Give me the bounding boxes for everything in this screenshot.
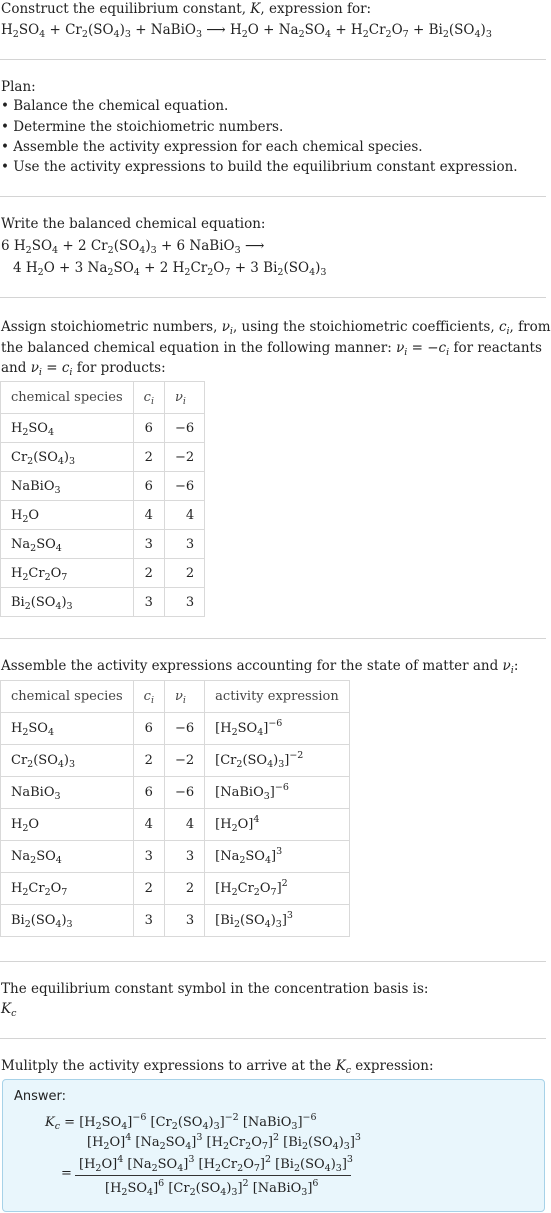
- activity-expression-cell: $[H_2O]^4$: [205, 809, 350, 841]
- nu-header: $\nu_i$: [164, 681, 204, 713]
- table-row: [1, 713, 350, 745]
- table-row: [1, 443, 205, 472]
- species-cell: $Na_2SO_4$: [1, 530, 134, 559]
- divider: [0, 1038, 546, 1039]
- table-row: [1, 588, 205, 617]
- activity-table: [0, 680, 350, 937]
- c-header: $c_i$: [133, 681, 164, 713]
- species-cell: $Cr_2(SO_4)_3$: [1, 443, 134, 472]
- equals-sign: =: [61, 1166, 72, 1181]
- plan-step: • Assemble the activity expression for each chemical species.: [1, 139, 423, 155]
- k-symbol: K: [250, 1, 261, 17]
- c-cell: 6: [133, 414, 164, 443]
- intro-reaction: $H_2SO_4 + Cr_2(SO_4)_3$ + NaBiO$_3$ ⟶ $H_2O + Na_2SO_4 + H_2Cr_2O_7 + Bi_2(SO_4)_3$: [1, 22, 492, 40]
- activity-expression-cell: $[Bi_2(SO_4)_3]^3$: [205, 905, 350, 937]
- species-cell: $H_2SO_4$: [1, 414, 134, 443]
- table-header-row: [1, 681, 350, 713]
- table-header-row: [1, 382, 205, 414]
- nu-cell: 3: [164, 588, 204, 617]
- nu-cell: −2: [164, 745, 204, 777]
- stoich-text-3: and $\nu_i = c_i$ for products:: [1, 360, 166, 378]
- activity-expression-cell: $[H_2SO_4]^{-6}$: [205, 713, 350, 745]
- table-row: [1, 530, 205, 559]
- nu-cell: −6: [164, 777, 204, 809]
- stoich-text-2: the balanced chemical equation in the following manner: $\nu_i = -c_i$ for reactants: [1, 340, 542, 358]
- species-cell: $H_2Cr_2O_7$: [1, 873, 134, 905]
- c-cell: 2: [133, 559, 164, 588]
- balanced-title: Write the balanced chemical equation:: [1, 216, 266, 232]
- divider: [0, 638, 546, 639]
- nu-cell: −6: [164, 414, 204, 443]
- species-header: chemical species: [1, 382, 134, 414]
- activity-expression-cell: $[Na_2SO_4]^3$: [205, 841, 350, 873]
- table-row: [1, 841, 350, 873]
- stoich-table: [0, 381, 205, 617]
- nu-header: $\nu_i$: [164, 382, 204, 414]
- table-row: [1, 905, 350, 937]
- table-row: [1, 809, 350, 841]
- activity-expression-cell: $[H_2Cr_2O_7]^2$: [205, 873, 350, 905]
- balanced-line-2: 4 $H_2O + 3$ $Na_2SO_4 + 2$ $H_2Cr_2O_7 + 3$ $Bi_2(SO_4)_3$: [13, 260, 327, 278]
- divider: [0, 961, 546, 962]
- plan-step: • Use the activity expressions to build the equilibrium constant expression.: [1, 159, 518, 175]
- c-cell: 6: [133, 713, 164, 745]
- nu-cell: 4: [164, 501, 204, 530]
- species-cell: $H_2O$: [1, 501, 134, 530]
- c-cell: 2: [133, 443, 164, 472]
- nu-cell: 3: [164, 905, 204, 937]
- species-cell: $H_2Cr_2O_7$: [1, 559, 134, 588]
- table-row: [1, 559, 205, 588]
- species-cell: $Bi_2(SO_4)_3$: [1, 588, 134, 617]
- fraction-bar: [75, 1175, 351, 1176]
- plan-step: • Determine the stoichiometric numbers.: [1, 119, 284, 135]
- species-cell: $Na_2SO_4$: [1, 841, 134, 873]
- c-cell: 2: [133, 745, 164, 777]
- table-row: [1, 873, 350, 905]
- symbol-text: The equilibrium constant symbol in the concentration basis is:: [1, 981, 429, 997]
- divider: [0, 297, 546, 298]
- answer-box: [2, 1079, 545, 1212]
- nu-cell: 3: [164, 530, 204, 559]
- c-cell: 4: [133, 809, 164, 841]
- plan-step: • Balance the chemical equation.: [1, 98, 229, 114]
- c-cell: 6: [133, 777, 164, 809]
- species-cell: $Cr_2(SO_4)_3$: [1, 745, 134, 777]
- species-header: chemical species: [1, 681, 134, 713]
- c-cell: 4: [133, 501, 164, 530]
- species-cell: NaBiO$_3$: [1, 777, 134, 809]
- table-row: [1, 745, 350, 777]
- nu-cell: −2: [164, 443, 204, 472]
- table-row: [1, 472, 205, 501]
- nu-cell: 4: [164, 809, 204, 841]
- activity-header: activity expression: [205, 681, 350, 713]
- activity-text: Assemble the activity expressions accounting for the state of matter and $\nu_i$:: [1, 658, 519, 676]
- c-cell: 2: [133, 873, 164, 905]
- nu-cell: −6: [164, 713, 204, 745]
- nu-cell: −6: [164, 472, 204, 501]
- divider: [0, 196, 546, 197]
- fraction-denominator: $[H_2SO_4]^6$ $[Cr_2(SO_4)_3]^2$ [NaBiO$_3$]$^6$: [105, 1178, 319, 1198]
- species-cell: $Bi_2(SO_4)_3$: [1, 905, 134, 937]
- kc-symbol: $K_c$: [1, 1001, 17, 1019]
- activity-expression-cell: $[Cr_2(SO_4)_3]^{-2}$: [205, 745, 350, 777]
- c-cell: 6: [133, 472, 164, 501]
- balanced-line-1: 6 $H_2SO_4 + 2$ $Cr_2(SO_4)_3 + 6$ NaBiO$_3$ ⟶: [1, 238, 265, 256]
- table-row: [1, 501, 205, 530]
- stoich-text-1: Assign stoichiometric numbers, $\nu_i$, using the stoichiometric coefficients, $c_i$, from: [1, 319, 551, 337]
- nu-cell: 2: [164, 559, 204, 588]
- table-row: [1, 777, 350, 809]
- nu-cell: 2: [164, 873, 204, 905]
- species-cell: $H_2SO_4$: [1, 713, 134, 745]
- c-cell: 3: [133, 905, 164, 937]
- kc-expression-continuation: $[H_2O]^4$ $[Na_2SO_4]^3$ $[H_2Cr_2O_7]^2$ $[Bi_2(SO_4)_3]^3$: [87, 1132, 361, 1152]
- multiply-text: Mulitply the activity expressions to arrive at the $K_c$ expression:: [1, 1058, 434, 1076]
- answer-label: Answer:: [14, 1089, 67, 1104]
- species-cell: NaBiO$_3$: [1, 472, 134, 501]
- c-header: $c_i$: [133, 382, 164, 414]
- divider: [0, 59, 546, 60]
- kc-expression-line: $K_c = [H_2SO_4]^{-6}$ $[Cr_2(SO_4)_3]^{-2}$ [NaBiO$_3$]$^{-6}$: [45, 1112, 317, 1132]
- table-row: [1, 414, 205, 443]
- nu-cell: 3: [164, 841, 204, 873]
- fraction-numerator: $[H_2O]^4$ $[Na_2SO_4]^3$ $[H_2Cr_2O_7]^2$ $[Bi_2(SO_4)_3]^3$: [79, 1154, 353, 1174]
- activity-expression-cell: [NaBiO$_3$]$^{-6}$: [205, 777, 350, 809]
- c-cell: 3: [133, 588, 164, 617]
- intro-line: Construct the equilibrium constant, K, expression for:: [1, 1, 372, 17]
- species-cell: $H_2O$: [1, 809, 134, 841]
- c-cell: 3: [133, 530, 164, 559]
- c-cell: 3: [133, 841, 164, 873]
- plan-title: Plan:: [1, 79, 36, 95]
